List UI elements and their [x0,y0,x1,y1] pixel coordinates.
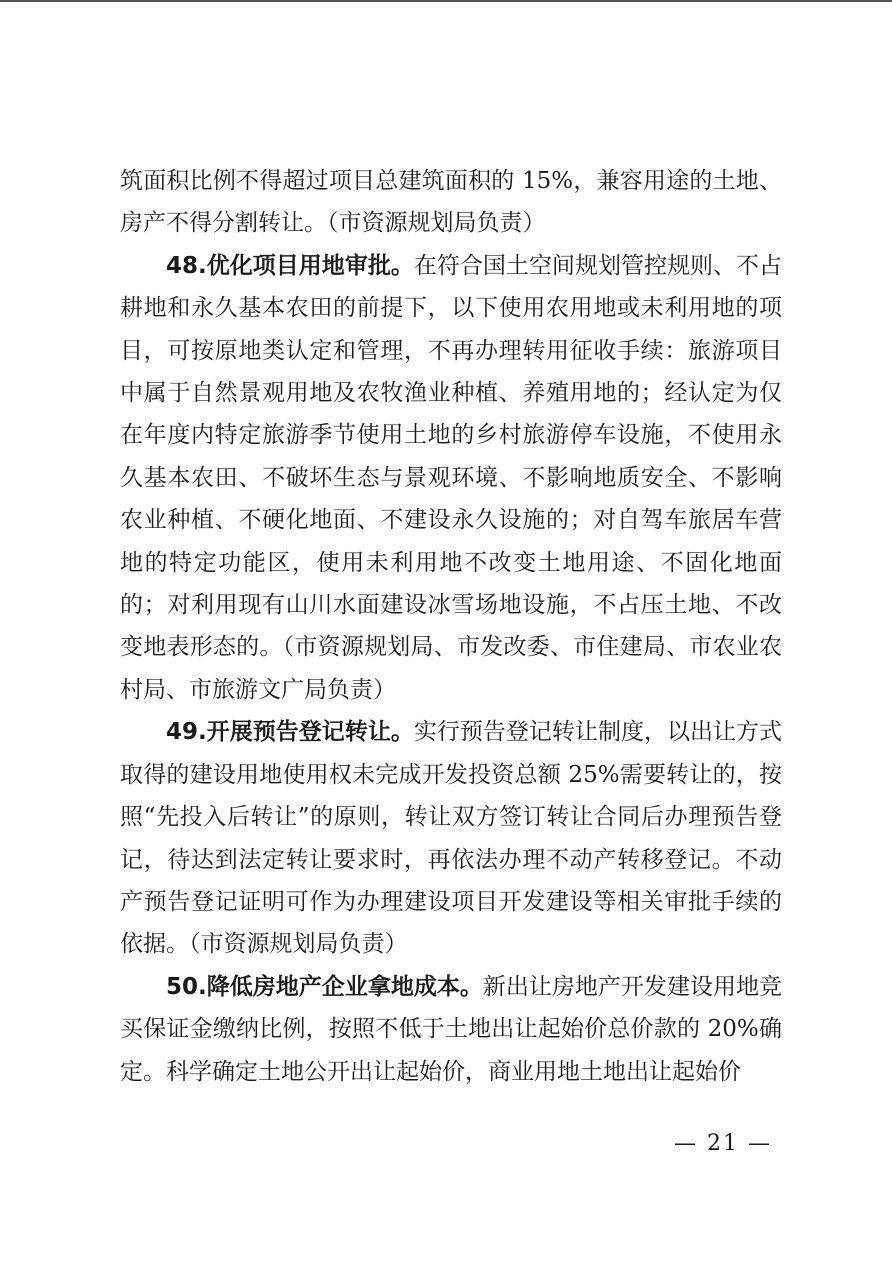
document-body [120,160,782,1093]
paragraph-text: 在符合国土空间规划管控规则、不占耕地和永久基本农田的前提下，以下使用农用地或未利用地的项目，可按原地类认定和管理，不再办理转用征收手续：旅游项目中属于自然景观用地及农牧渔业种植、养殖用地的；经认定为仅在年度内特定旅游季节使用土地的乡村旅游停车设施，不使用永久基本农田、不破坏生态与景观环境、不影响地质安全、不影响农业种植、不硬化地面、不建设永久设施的；对自驾车旅居车营地的特定功能区，使用未利用地不改变土地用途、不固化地面的；对利用现有山川水面建设冰雪场地设施，不占压土地、不改变地表形态的。（市资源规划局、市发改委、市住建局、市农业农村局、市旅游文广局负责） [120,252,783,703]
paragraph-text: 筑面积比例不得超过项目总建筑面积的 15%，兼容用途的土地、房产不得分割转让。（市资源规划局负责） [120,168,782,237]
item-heading: 49.开展预告登记转让。 [166,719,414,746]
item-heading: 48.优化项目用地审批。 [166,252,414,279]
item-heading: 50.降低房地产企业拿地成本。 [166,973,483,1000]
page-number: — 21 — [674,1131,772,1156]
paragraph-text: 实行预告登记转让制度，以出让方式取得的建设用地使用权未完成开发投资总额 25%需要转让的，按照“先投入后转让”的原则，转让双方签订转让合同后办理预告登记，待达到法定转让要求时，再依法办理不动产转移登记。不动产预告登记证明可作为办理建设项目开发建设等相关审批手续的依据。（市资源规划局负责） [120,719,783,958]
paragraph-50 [120,966,782,1093]
paragraph-continued [120,160,782,245]
paragraph-48 [120,245,782,711]
paragraph-49 [120,711,782,965]
top-border-line [0,0,892,2]
paragraph-text: 新出让房地产开发建设用地竞买保证金缴纳比例，按照不低于土地出让起始价总价款的 20%确定。科学确定土地公开出让起始价，商业用地土地出让起始价 [120,973,782,1085]
